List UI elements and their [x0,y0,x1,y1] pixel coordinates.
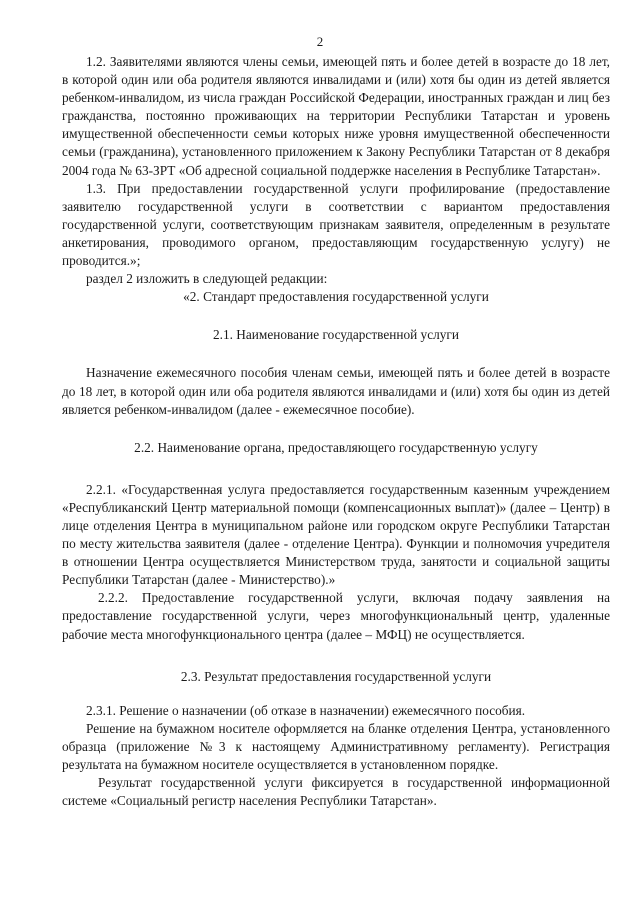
paragraph-2-3-1: 2.3.1. Решение о назначении (об отказе в назначении) ежемесячного пособия. [86,702,526,718]
document-body [62,53,610,810]
paragraph-2-3-1-paper: Решение на бумажном носителе оформляется на бланке отделения Центра, установленного образца (приложение №3 к настоящему Административному регламенту). Регистрация результата на бумажном носителе осуществляется в установленном порядке. [62,720,610,772]
paragraph-1-2: 1.2. Заявителями являются члены семьи, имеющей пять и более детей в возрасте до 18 лет, в которой один или оба родителя являются инвалидами и (или) хотя бы один из детей является ребенком-инвалидом, из числа граждан Российской Федерации, иностранных граждан и лиц без гражданства, постоянно проживающих на территории Республики Татарстан и уровень имущественной обеспеченности семьи которых ниже уровня имущественной обеспеченности семьи (гражданина), установленного приложением к Закону Республики Татарстан от 8 декабря 2004 года № 63-ЗРТ «Об адресной социальной поддержке населения в Республике Татарстан». [62,54,610,178]
subsection-2-1-heading: 2.1. Наименование государственной услуги [213,327,459,343]
page-number: 2 [316,34,324,49]
paragraph-2-1: Назначение ежемесячного пособия членам семьи, имеющей пять и более детей в возрасте до 18 лет, в которой один или оба родителя являются инвалидами и (или) хотя бы один из детей является ребенком-инвалидом (далее - ежемесячное пособие). [62,365,610,417]
paragraph-2-2-2: 2.2.2. Предоставление государственной услуги, включая подачу заявления на предоставление государственной услуги, через многофункциональный центр, удаленные рабочие места многофункционального центра (далее – МФЦ) не осуществляется. [62,590,610,642]
paragraph-1-3: 1.3. При предоставлении государственной услуги профилирование (предоставление заявителю государственной услуги в соответствии с вариантом предоставления государственной услуги, соответствующим признакам заявителя, определенным в результате анкетирования, проводимого органом, предоставляющим государственную услугу) не проводится.»; [62,180,610,269]
subsection-2-3-heading: 2.3. Результат предоставления государственной услуги [180,668,492,684]
paragraph-2-3-1-register: Результат государственной услуги фиксируется в государственной информационной системе «Социальный регистр населения Республики Татарстан». [62,775,610,809]
section-2-heading: «2. Стандарт предоставления государственной услуги [183,289,489,305]
paragraph-2-2-1: 2.2.1. «Государственная услуга предоставляется государственным казенным учреждением «Республиканский Центр материальной помощи (компенсационных выплат)» (далее – Центр) в лице отделения Центра в муниципальном районе или городском округе Республики Татарстан по месту жительства заявителя (далее - отделение Центра). Функции и полномочия учредителя в отношении Центра осуществляется Министерством труда, занятости и социальной защиты Республики Татарстан (далее - Министерство).» [62,481,610,588]
paragraph-section-2-intro: раздел 2 изложить в следующей редакции: [86,271,328,287]
subsection-2-2-heading: 2.2. Наименование органа, предоставляющего государственную услугу [134,439,538,455]
